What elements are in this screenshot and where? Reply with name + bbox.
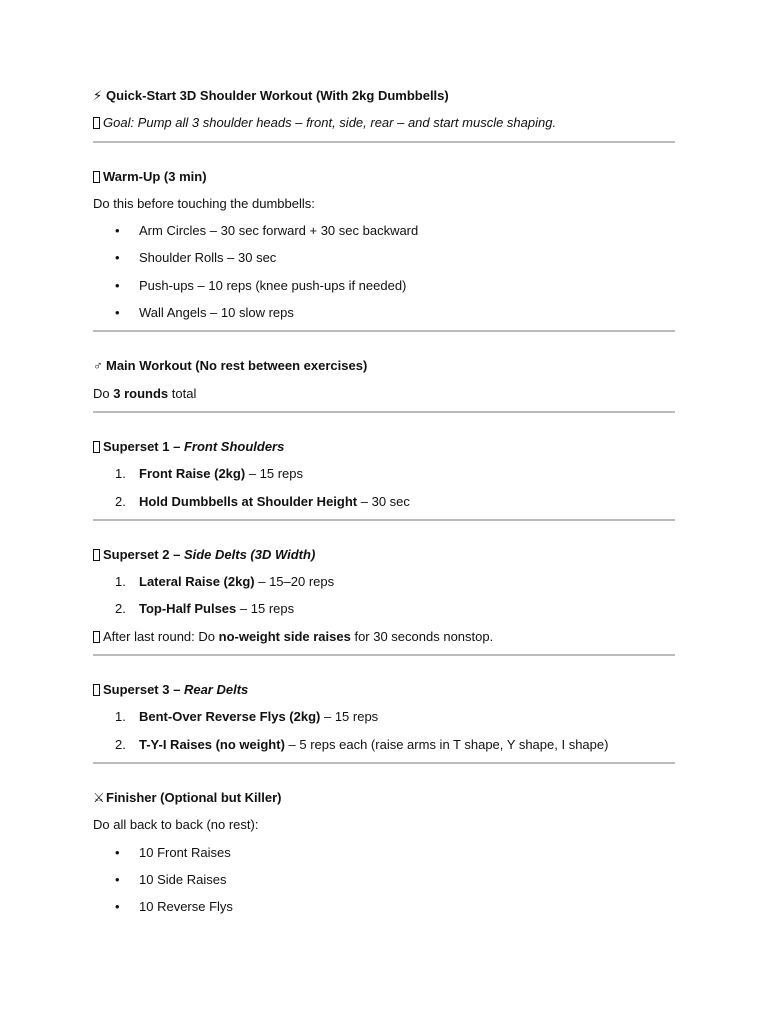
fire-icon: [93, 631, 100, 643]
fire-icon: [93, 171, 100, 183]
list-item: • Arm Circles – 30 sec forward + 30 sec backward: [93, 221, 675, 248]
finisher-heading: ⚔Finisher (Optional but Killer): [93, 789, 282, 805]
superset-2-heading: Superset 2 – Side Delts (3D Width): [93, 545, 675, 572]
dumbbell-icon: [93, 441, 100, 453]
finisher-list: [93, 843, 675, 925]
superset-1-list: [93, 464, 675, 519]
goal-line: Goal: Pump all 3 shoulder heads – front, side, rear – and start muscle shaping.: [93, 113, 675, 140]
rounds-line: Do 3 rounds total: [93, 385, 197, 401]
document-title: ⚡ Quick-Start 3D Shoulder Workout (With 2kg Dumbbells): [93, 88, 449, 103]
lightning-icon: ⚡: [93, 88, 103, 103]
superset-1-heading: Superset 1 – Front Shoulders: [93, 437, 675, 464]
list-item: 2. Top-Half Pulses – 15 reps: [115, 601, 295, 617]
list-item: 2. Hold Dumbbells at Shoulder Height – 30 sec: [115, 493, 410, 509]
list-item: • 10 Side Raises: [93, 870, 675, 897]
male-icon: ♂: [93, 358, 103, 374]
main-workout-heading: ♂ Main Workout (No rest between exercises): [93, 358, 368, 374]
superset-3-list: [93, 707, 675, 762]
document-page: [93, 86, 675, 924]
warmup-intro: Do this before touching the dumbbells:: [93, 195, 315, 211]
dumbbell-icon: [93, 684, 100, 696]
list-item: 2. T-Y-I Raises (no weight) – 5 reps each (raise arms in T shape, Y shape, I shape): [115, 736, 609, 752]
list-item: • 10 Front Raises: [93, 843, 675, 870]
superset-2-list: [93, 572, 675, 627]
crossed-swords-icon: ⚔: [93, 789, 105, 805]
list-item: 1. Lateral Raise (2kg) – 15–20 reps: [115, 574, 335, 590]
dumbbell-icon: [93, 549, 100, 561]
list-item: 1. Bent-Over Reverse Flys (2kg) – 15 reps: [115, 709, 379, 725]
superset-2-note: After last round: Do no-weight side raises for 30 seconds nonstop.: [93, 627, 675, 654]
list-item: • Push-ups – 10 reps (knee push-ups if needed): [93, 276, 675, 303]
warmup-list: [93, 221, 675, 330]
superset-3-heading: Superset 3 – Rear Delts: [93, 680, 675, 707]
list-item: 1. Front Raise (2kg) – 15 reps: [115, 466, 304, 482]
list-item: • Shoulder Rolls – 30 sec: [93, 248, 675, 275]
warmup-heading: Warm-Up (3 min): [93, 167, 675, 194]
finisher-intro: Do all back to back (no rest):: [93, 817, 259, 833]
list-item: • 10 Reverse Flys: [93, 897, 675, 924]
list-item: • Wall Angels – 10 slow reps: [93, 303, 675, 330]
target-icon: [93, 117, 100, 129]
